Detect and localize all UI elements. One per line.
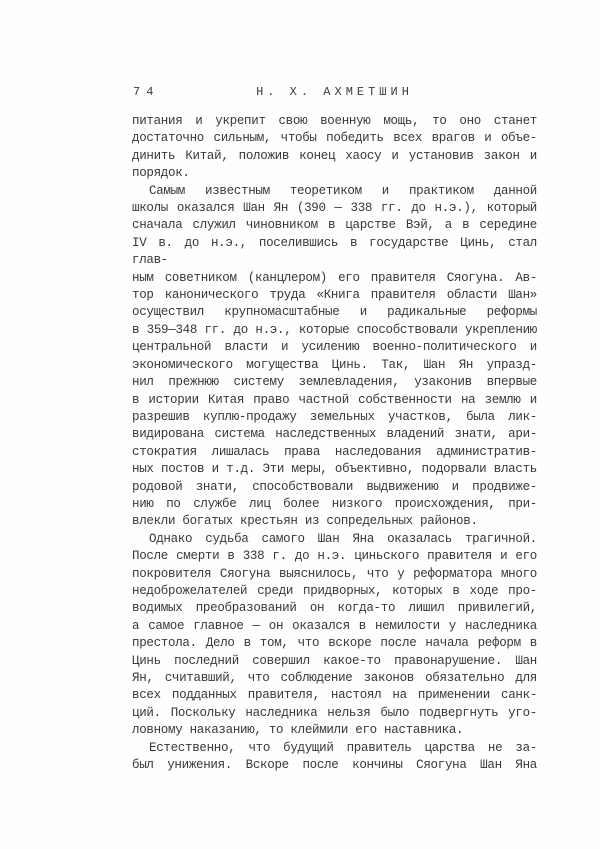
text-line: динить Китай, положив конец хаосу и установив закон и: [132, 148, 537, 163]
text-line: ных постов и т.д. Эти меры, объективно, подорвали власть: [132, 462, 537, 477]
running-head-author: Н. Х. АХМЕТШИН: [256, 85, 413, 99]
text-line: нил прежнюю систему землевладения, узаконив впервые: [132, 375, 537, 390]
text-line: питания и укрепит свою военную мощь, то оно станет: [132, 114, 537, 128]
paragraph: [132, 183, 537, 531]
text-line: школы оказался Шан Ян (390 — 338 гг. до н.э.), который: [132, 201, 537, 216]
text-line: недоброжелателей среди придворных, которых в ходе про-: [132, 583, 537, 598]
text-line: Самым известным теоретиком и практиком данной: [149, 183, 537, 198]
text-line: тор канонического труда «Книга правителя области Шан»: [132, 288, 537, 303]
paragraph: [132, 531, 537, 740]
text-line: ций. Поскольку наследника нельзя было подвергнуть уго-: [132, 705, 537, 720]
paragraph: [132, 740, 537, 775]
text-line: нию по службе лиц более низкого происхождения, при-: [132, 496, 537, 511]
text-line: престола. Дело в том, что вскоре после начала реформ в: [132, 636, 537, 651]
text-line: IV в. до н.э., поселившись в государстве Цинь, стал глав-: [132, 235, 537, 268]
text-line: порядок.: [132, 166, 190, 181]
page-header: [132, 85, 537, 101]
text-line: стократия лишалась права наследования административ-: [132, 444, 537, 459]
text-line: Ян, считавший, что соблюдение законов обязательно для: [132, 671, 537, 685]
text-line: Однако судьба самого Шан Яна оказалась трагичной.: [149, 531, 537, 546]
page-number: 74: [133, 85, 160, 99]
text-line: влекли богатых крестьян из сопредельных районов.: [132, 514, 478, 529]
text-line: разрешив куплю-продажу земельных участков, была лик-: [132, 409, 537, 424]
text-line: Цинь последний совершил какое-то правонарушение. Шан: [132, 653, 537, 668]
text-line: ловному наказанию, то клеймили его наставника.: [132, 723, 464, 738]
text-line: осуществил крупномасштабные и радикальные реформы: [132, 305, 537, 320]
text-line: в истории Китая право частной собственности на землю и: [132, 392, 537, 407]
text-line: а самое главное — он оказался в немилости у наследника: [132, 618, 537, 633]
text-line: родовой знати, способствовали выдвижению и продвиже-: [132, 479, 537, 494]
text-line: Естественно, что будущий правитель царства не за-: [149, 740, 537, 755]
text-line: центральной власти и усилению военно-политического и: [132, 340, 537, 355]
text-line: ным советником (канцлером) его правителя Сяогуна. Ав-: [132, 270, 537, 285]
text-line: видирована система наследственных владений знати, ари-: [132, 427, 537, 442]
text-line: водимых преобразований он когда-то лишил привилегий,: [132, 601, 537, 616]
text-line: в 359—348 гг. до н.э., которые способствовали укреплению: [132, 322, 537, 337]
text-line: экономического могущества Цинь. Так, Шан Ян упразд-: [132, 357, 537, 372]
text-line: был унижения. Вскоре после кончины Сяогуна Шан Яна: [132, 758, 537, 773]
page-body: [132, 113, 537, 774]
text-line: достаточно сильным, чтобы победить всех врагов и объе-: [132, 131, 537, 146]
text-line: После смерти в 338 г. до н.э. циньского правителя и его: [132, 549, 537, 564]
text-line: всех подданных правителя, настоял на применении санк-: [132, 688, 537, 703]
text-line: сначала служил чиновником в царстве Вэй, а в середине: [132, 218, 537, 233]
text-line: покровителя Сяогуна выяснилось, что у реформатора много: [132, 566, 537, 581]
paragraph: [132, 113, 537, 183]
